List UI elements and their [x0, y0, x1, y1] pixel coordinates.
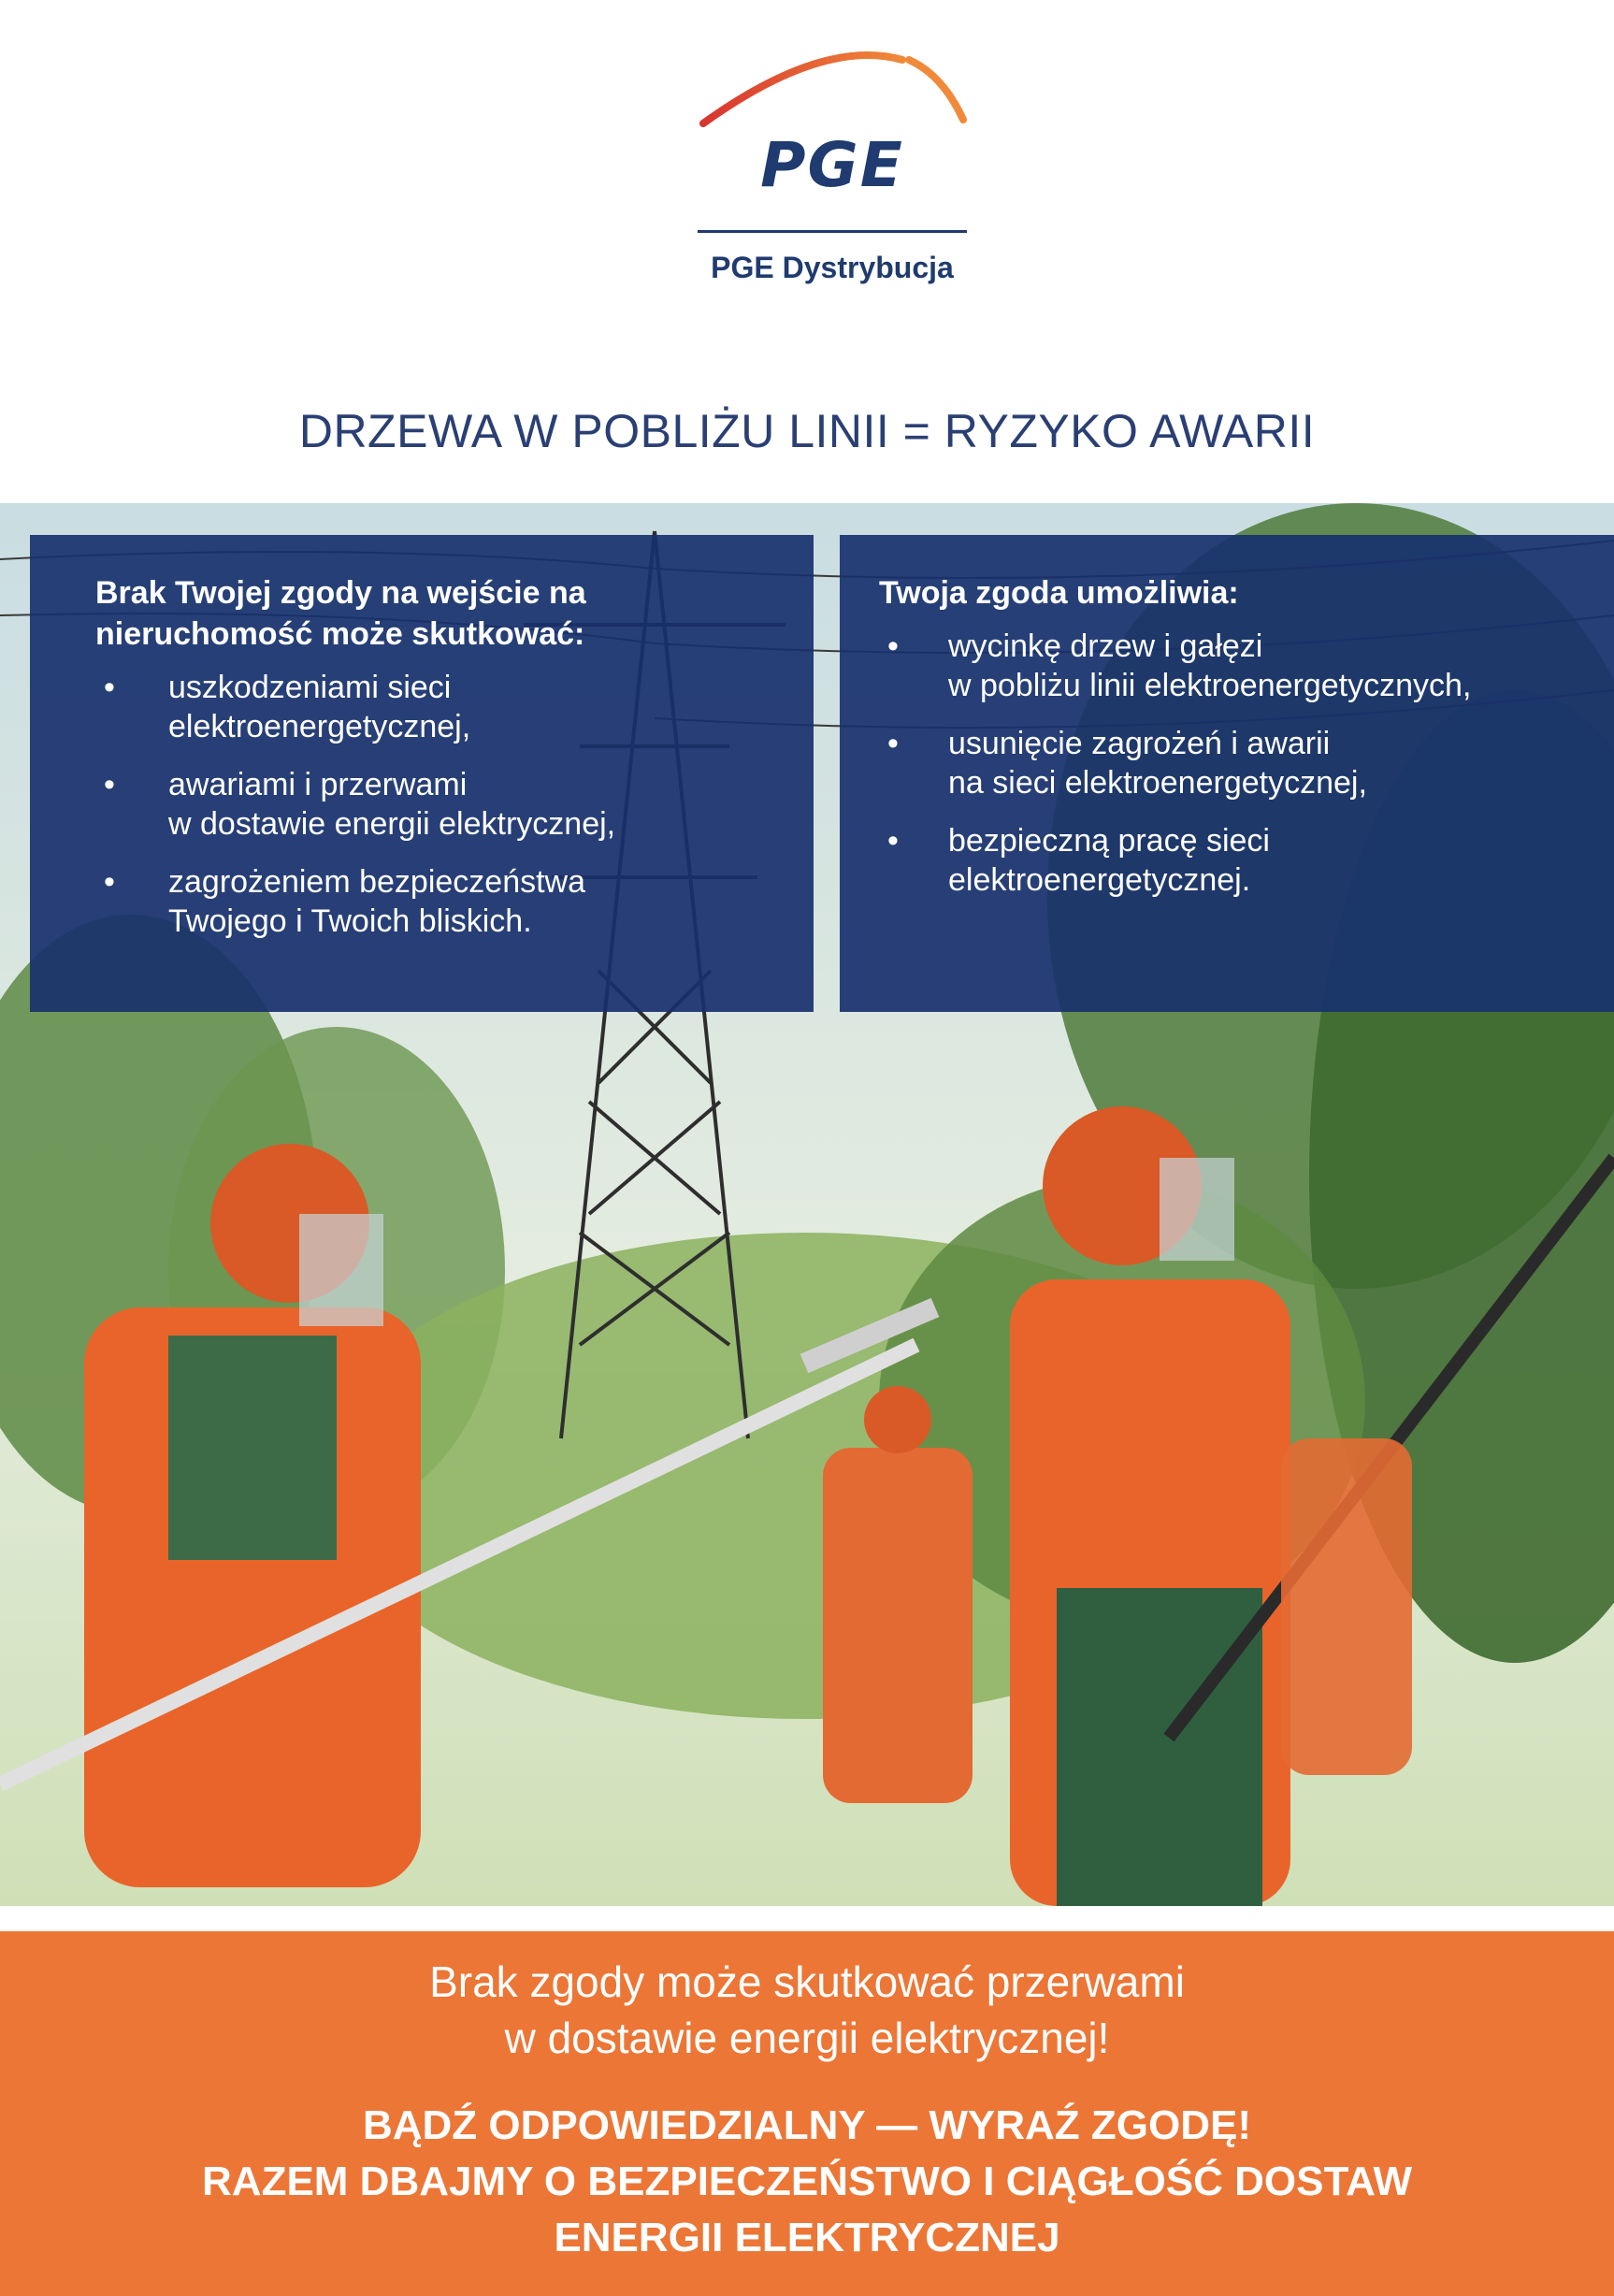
- list-item-line: bezpieczną pracę sieci: [948, 823, 1270, 859]
- list-item: [95, 862, 776, 941]
- bullet-icon: •: [104, 864, 115, 900]
- list-item: [879, 724, 1586, 802]
- benefits-title-line: Twoja zgoda umożliwia:: [879, 575, 1239, 611]
- list-item-line: w dostawie energii elektrycznej,: [168, 806, 616, 842]
- list-item: [879, 627, 1586, 705]
- list-item-line: w pobliżu linii elektroenergetycznych,: [948, 668, 1472, 703]
- footer-cta-line: RAZEM DBAJMY O BEZPIECZEŃSTWO I CIĄGŁOŚĆ DOSTAW: [202, 2159, 1412, 2204]
- benefits-list: [879, 627, 1586, 900]
- footer-message-line: Brak zgody może skutkować przerwami: [429, 1957, 1185, 2006]
- footer-message: [0, 1954, 1614, 2066]
- bullet-icon: •: [104, 767, 115, 802]
- bullet-icon: •: [887, 726, 899, 761]
- footer-banner: [0, 1931, 1614, 2296]
- pge-logo: [692, 47, 973, 284]
- bullet-icon: •: [104, 670, 115, 705]
- footer-message-line: w dostawie energii elektrycznej!: [504, 2014, 1110, 2062]
- list-item-line: awariami i przerwami: [168, 767, 468, 802]
- benefits-title: [879, 572, 1586, 614]
- footer-call-to-action: [0, 2098, 1614, 2266]
- list-item: [95, 668, 776, 746]
- list-item-line: zagrożeniem bezpieczeństwa: [168, 864, 586, 900]
- consequences-title-line: Brak Twojej zgody na wejście na: [95, 575, 586, 611]
- list-item-line: usunięcie zagrożeń i awarii: [948, 726, 1331, 761]
- logo-subtitle: PGE Dystrybucja: [711, 251, 954, 284]
- consequences-list: [95, 668, 776, 941]
- list-item-line: wycinkę drzew i gałęzi: [948, 628, 1263, 664]
- list-item: [879, 821, 1586, 900]
- bullet-icon: •: [887, 823, 899, 859]
- footer-cta-line: ENERGII ELEKTRYCZNEJ: [554, 2215, 1060, 2260]
- logo-divider: [698, 230, 967, 233]
- list-item-line: na sieci elektroenergetycznej,: [948, 765, 1367, 801]
- benefits-panel: [840, 535, 1614, 1012]
- footer-cta-line: BĄDŹ ODPOWIEDZIALNY — WYRAŹ ZGODĘ!: [362, 2102, 1252, 2148]
- bullet-icon: •: [887, 628, 899, 664]
- list-item-line: elektroenergetycznej.: [948, 862, 1251, 898]
- list-item: [95, 765, 776, 844]
- list-item-line: elektroenergetycznej,: [168, 709, 471, 744]
- consequences-title-line: nieruchomość może skutkować:: [95, 616, 585, 652]
- list-item-line: Twojego i Twoich bliskich.: [168, 903, 532, 939]
- logo-arc-icon: [692, 47, 973, 140]
- logo-wordmark: PGE: [760, 129, 904, 201]
- consequences-title: [95, 572, 776, 655]
- consequences-panel: [30, 535, 814, 1012]
- page-headline: DRZEWA W POBLIŻU LINII = RYZYKO AWARII: [298, 405, 1316, 457]
- list-item-line: uszkodzeniami sieci: [168, 670, 452, 705]
